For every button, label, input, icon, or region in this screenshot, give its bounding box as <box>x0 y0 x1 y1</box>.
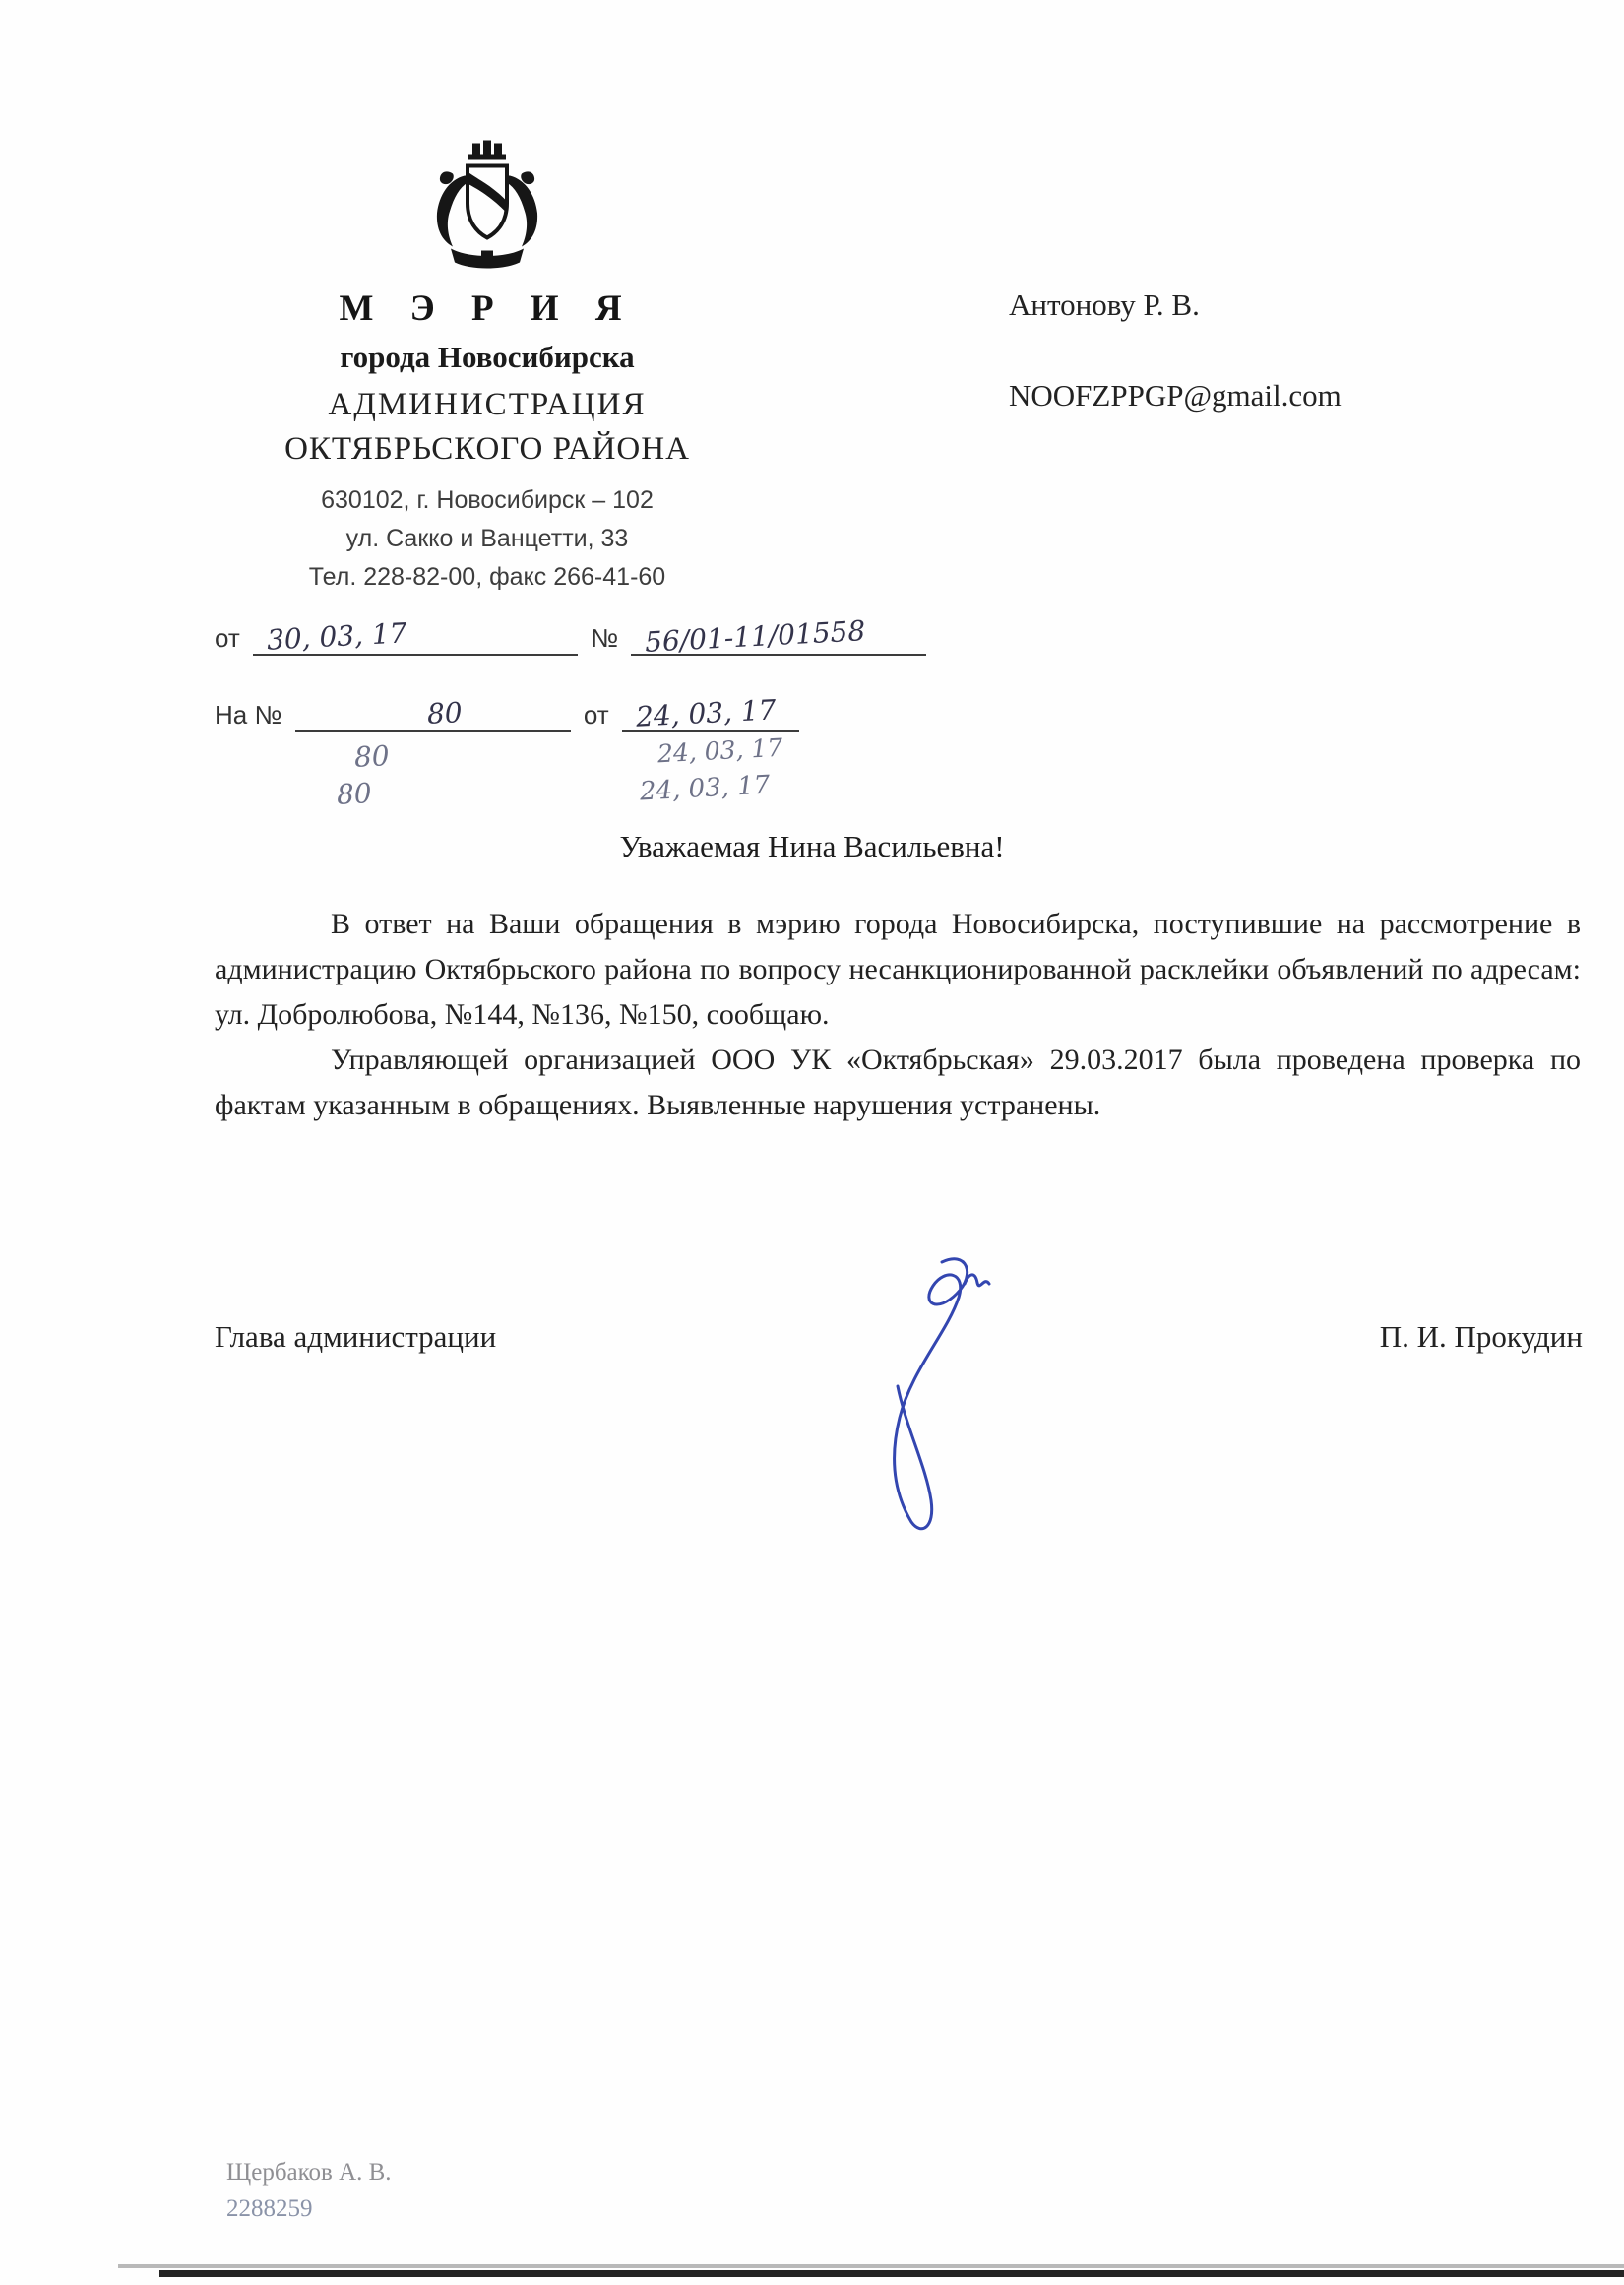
recipient-name: Антонову Р. В. <box>1009 287 1200 322</box>
executor-name: Щербаков А. В. <box>226 2159 392 2186</box>
scan-edge-shadow <box>118 2264 1624 2268</box>
org-name-city: города Новосибирска <box>340 340 635 374</box>
handwritten-outgoing-number: 56/01-11/01558 <box>644 614 867 659</box>
number-label: № <box>591 623 619 653</box>
salutation: Уважаемая Нина Васильевна! <box>619 829 1005 863</box>
from-label: от <box>215 623 240 653</box>
handwritten-note-date-2: 24, 03, 17 <box>639 770 772 807</box>
handwritten-incoming-date: 24, 03, 17 <box>635 693 778 733</box>
incoming-date-field <box>622 693 799 733</box>
handwritten-outgoing-date: 30, 03, 17 <box>266 616 408 657</box>
handwritten-signature-icon <box>846 1242 1033 1548</box>
coat-of-arms-icon <box>413 138 561 281</box>
body-paragraph-2: Управляющей организацией ООО УК «Октябрьская» 29.03.2017 была проведена проверка по фактам указанным в обращениях. Выявленные нарушения устранены. <box>215 1044 1581 1121</box>
outgoing-reference-row <box>215 614 932 659</box>
handwritten-incoming-number: 80 <box>425 696 464 730</box>
executor-block <box>226 2154 392 2227</box>
signer-name: П. И. Прокудин <box>1379 1319 1583 1354</box>
outgoing-number-field <box>631 614 926 659</box>
letterhead-block <box>172 287 802 597</box>
handwritten-note-date-1: 24, 03, 17 <box>656 732 783 769</box>
body-paragraph-1: В ответ на Ваши обращения в мэрию города Новосибирска, поступившие на рассмотрение в администрацию Октябрьского района по вопросу несанкционированной расклейки объявлений по адресам: ул. Добролюбова, №144, №136, №150, сообщаю. <box>215 908 1581 1031</box>
recipient-block <box>1009 287 1342 413</box>
org-district: ОКТЯБРЬСКОГО РАЙОНА <box>284 431 690 467</box>
address-line-street: ул. Сакко и Ванцетти, 33 <box>345 525 629 552</box>
org-name-mayoralty: М Э Р И Я <box>339 288 636 329</box>
recipient-email: NOOFZPPGP@gmail.com <box>1009 378 1342 413</box>
incoming-reference-row <box>215 693 805 733</box>
on-date-label: от <box>583 700 609 730</box>
signer-position: Глава администрации <box>215 1319 497 1354</box>
address-line-postal: 630102, г. Новосибирск – 102 <box>321 486 654 514</box>
executor-phone: 2288259 <box>226 2195 313 2222</box>
address-line-phone: Тел. 228-82-00, факс 266-41-60 <box>308 563 666 591</box>
scan-edge-line <box>159 2270 1624 2277</box>
on-number-label: На № <box>215 700 282 730</box>
letter-body <box>215 902 1581 1128</box>
outgoing-date-field <box>253 616 578 657</box>
handwritten-note-80-1: 80 <box>353 739 391 774</box>
handwritten-note-80-2: 80 <box>336 777 373 811</box>
letterhead-address <box>172 481 802 597</box>
org-administration: АДМИНИСТРАЦИЯ <box>328 387 647 422</box>
incoming-number-field <box>295 697 571 732</box>
